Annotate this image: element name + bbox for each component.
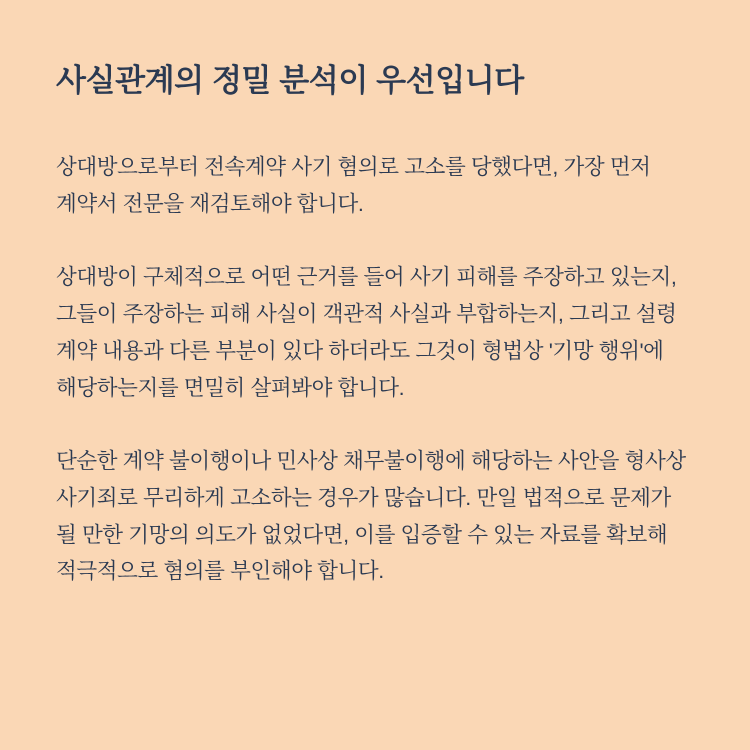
paragraph-1: 상대방으로부터 전속계약 사기 혐의로 고소를 당했다면, 가장 먼저 계약서 전문을 재검토해야 합니다. — [56, 154, 651, 216]
paragraph-2: 상대방이 구체적으로 어떤 근거를 들어 사기 피해를 주장하고 있는지, 그들이 주장하는 피해 사실이 객관적 사실과 부합하는지, 그리고 설령 계약 내용과 다른 부분이 있다 하더라도 그것이 형법상 '기망 행위'에 해당하는지를 면밀히 살펴봐야 합니다. — [56, 264, 677, 400]
page-title: 사실관계의 정밀 분석이 우선입니다 — [56, 63, 524, 98]
card-body — [56, 149, 694, 591]
paragraph-3: 단순한 계약 불이행이나 민사상 채무불이행에 해당하는 사안을 형사상 사기죄로 무리하게 고소하는 경우가 많습니다. 만일 법적으로 문제가 될 만한 기망의 의도가 없었다면, 이를 입증할 수 있는 자료를 확보해 적극적으로 혐의를 부인해야 합니다. — [56, 448, 686, 584]
